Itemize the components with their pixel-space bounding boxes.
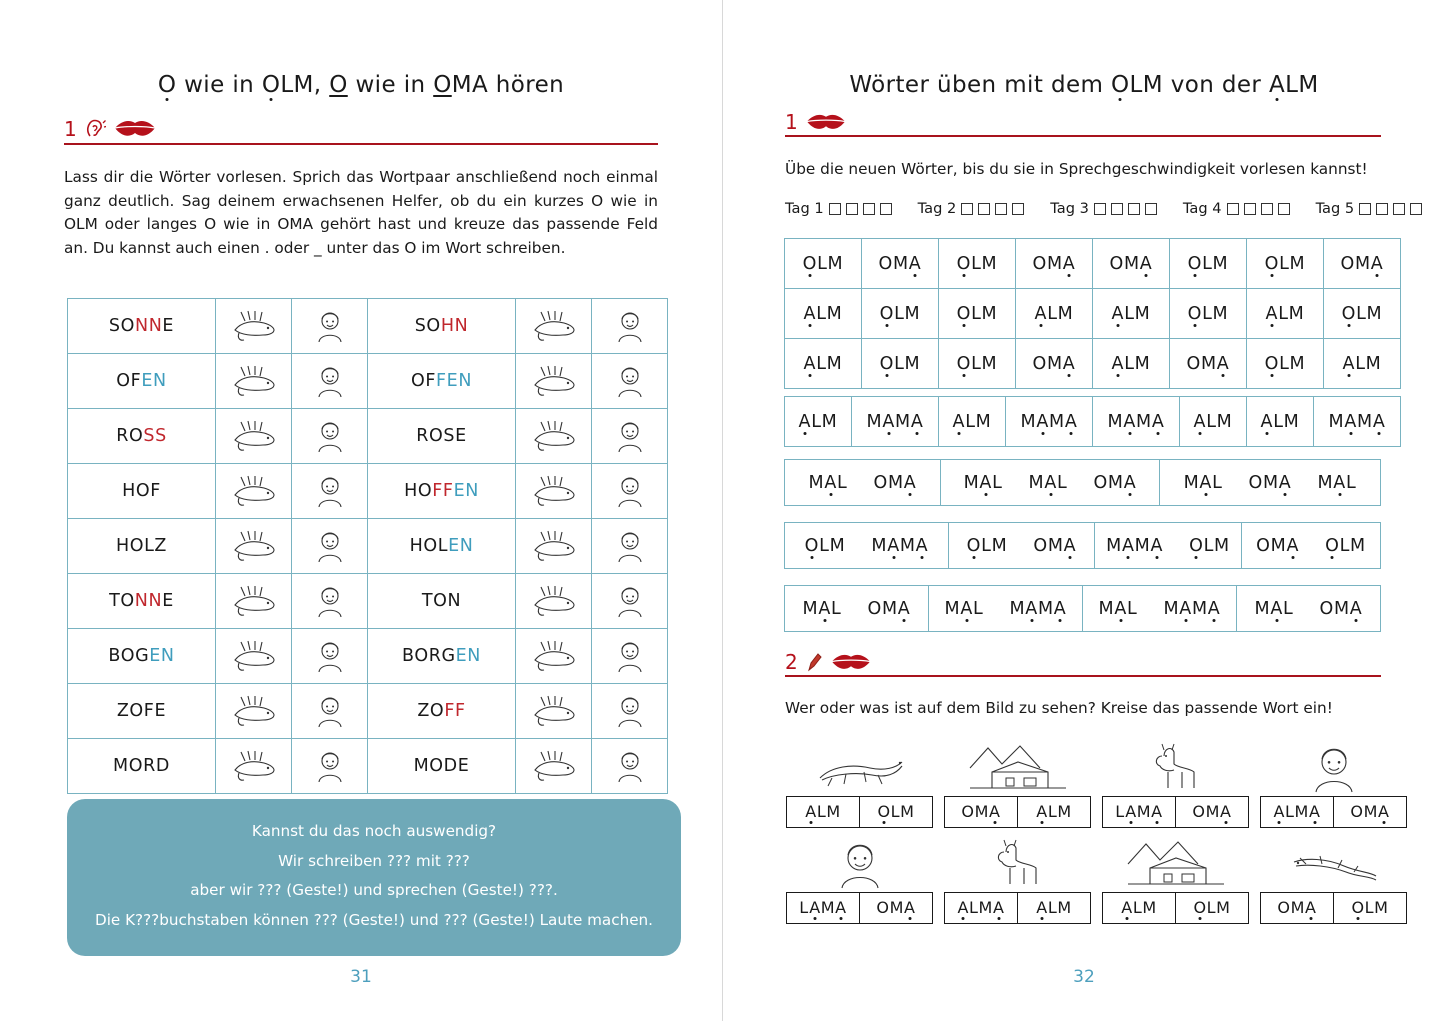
choice-option[interactable]: OMA <box>1350 802 1390 821</box>
word-cell: HOLZ <box>68 519 216 574</box>
day-checkbox[interactable] <box>1012 203 1024 215</box>
table-row <box>785 239 1401 289</box>
day-checkboxes <box>961 203 1024 215</box>
choice-pair <box>1260 796 1407 828</box>
oma-icon-cell[interactable] <box>592 354 668 409</box>
oma-icon-cell[interactable] <box>292 354 368 409</box>
word-cell: MAMA <box>852 397 939 447</box>
word-cell: HOLEN <box>368 519 516 574</box>
word-cell: OLM <box>939 239 1016 289</box>
oma-icon-cell[interactable] <box>592 409 668 464</box>
practice-pairs-row-1 <box>784 459 1381 506</box>
olm-icon-cell[interactable] <box>516 299 592 354</box>
word-group: MAL OMA <box>785 460 941 505</box>
word-cell: ALM <box>785 289 862 339</box>
word-cell: TONNE <box>68 574 216 629</box>
reminder-line: Wir schreiben ??? mit ??? <box>278 851 470 870</box>
choice-option[interactable]: OLM <box>1193 898 1231 917</box>
day-label: Tag 1 <box>785 200 824 217</box>
lama-icon <box>980 834 1056 892</box>
word-cell: OLM <box>939 289 1016 339</box>
table-row <box>68 354 668 409</box>
word-cell: ALM <box>1180 397 1247 447</box>
picture-item <box>1261 738 1406 828</box>
table-row <box>68 739 668 794</box>
choice-pair <box>1260 892 1407 924</box>
word-cell: OLM <box>785 239 862 289</box>
left-instruction-text: Lass dir die Wörter vorlesen. Sprich das Wortpaar anschließend noch einmal ganz deutlich. Sag deinem erwachsenen Helfer, ob du ein kurzes O wie in OLM oder langes O wie in OMA gehört hast und kreuze das passende Feld an. Du kannst auch einen . oder _ unter das O im Wort schreiben. <box>64 168 658 258</box>
word-cell: MODE <box>368 739 516 794</box>
word-cell: ALM <box>785 397 852 447</box>
word-cell: OFEN <box>68 354 216 409</box>
choice-option[interactable]: OMA <box>1192 802 1232 821</box>
right-task1-number: 1 <box>785 110 798 134</box>
word-cell: ROSE <box>368 409 516 464</box>
day-group <box>918 200 1025 217</box>
day-checkbox[interactable] <box>995 203 1007 215</box>
choice-option[interactable]: LAMA <box>1103 797 1176 827</box>
oma-icon-cell[interactable] <box>592 299 668 354</box>
oma-icon <box>1292 738 1376 796</box>
day-checkbox[interactable] <box>1261 203 1273 215</box>
page-number-right: 32 <box>1073 967 1095 987</box>
lama-icon <box>1138 738 1214 796</box>
reminder-line: Die K???buchstaben können ??? (Geste!) und ??? (Geste!) Laute machen. <box>95 910 653 929</box>
right-task1-rule <box>785 135 1381 137</box>
choice-pair <box>944 796 1091 828</box>
word-cell: OMA <box>1170 339 1247 389</box>
choice-option[interactable]: ALMA <box>945 893 1018 923</box>
olm-icon-cell[interactable] <box>516 464 592 519</box>
reminder-line: aber wir ??? (Geste!) und sprechen (Geste!) ???. <box>190 881 558 900</box>
word-cell: OLM <box>1170 239 1247 289</box>
word-cell: OMA <box>1016 239 1093 289</box>
oma-icon-cell[interactable] <box>292 299 368 354</box>
word-cell: ZOFF <box>368 684 516 739</box>
oma-icon-cell[interactable] <box>292 629 368 684</box>
olm-icon-cell[interactable] <box>516 574 592 629</box>
right-task1-header <box>785 112 1381 137</box>
picture-item <box>945 834 1090 924</box>
choice-pair <box>1102 892 1249 924</box>
table-row <box>68 629 668 684</box>
word-cell: ZOFE <box>68 684 216 739</box>
olm-icon-cell[interactable] <box>516 684 592 739</box>
day-checkbox[interactable] <box>1376 203 1388 215</box>
mouth-icon <box>113 119 157 139</box>
word-cell: ALM <box>1093 339 1170 389</box>
word-group: OMA OLM <box>1256 535 1366 556</box>
oma-icon-cell[interactable] <box>292 519 368 574</box>
word-cell: OLM <box>1324 289 1401 339</box>
word-cell: BOGEN <box>68 629 216 684</box>
choice-option[interactable]: OMA <box>1261 893 1334 923</box>
choice-option[interactable]: LAMA <box>787 893 860 923</box>
olm-icon-cell[interactable] <box>216 354 292 409</box>
left-task1-number: 1 <box>64 117 77 141</box>
oma-icon-cell[interactable] <box>292 409 368 464</box>
picture-item <box>1103 834 1248 924</box>
table-row <box>785 397 1401 447</box>
oma-icon-cell[interactable] <box>592 574 668 629</box>
ear-icon <box>84 118 106 140</box>
word-cell: OMA <box>1324 239 1401 289</box>
day-checkbox[interactable] <box>1227 203 1239 215</box>
day-group <box>1050 200 1157 217</box>
day-checkboxes <box>1094 203 1157 215</box>
oma-icon-cell[interactable] <box>592 739 668 794</box>
choice-pair <box>1102 796 1249 828</box>
alm-hut-icon <box>966 738 1070 796</box>
day-checkbox[interactable] <box>1359 203 1371 215</box>
olm-icon-cell[interactable] <box>216 684 292 739</box>
picture-item <box>945 738 1090 828</box>
table-row <box>785 339 1401 389</box>
practice-pairs-row-3 <box>784 585 1381 632</box>
right-task2-text: Wer oder was ist auf dem Bild zu sehen? Kreise das passende Wort ein! <box>785 699 1333 717</box>
choice-option[interactable]: ALM <box>787 797 860 827</box>
word-pair-table-body <box>68 299 668 794</box>
word-cell: ROSS <box>68 409 216 464</box>
right-task2-rule <box>785 675 1381 677</box>
day-label: Tag 4 <box>1182 200 1222 217</box>
oma-icon-cell[interactable] <box>292 739 368 794</box>
day-checkbox[interactable] <box>1278 203 1290 215</box>
olm-icon-cell[interactable] <box>216 574 292 629</box>
table-row <box>68 409 668 464</box>
oma-icon-cell[interactable] <box>592 464 668 519</box>
word-group: MAL OMA <box>785 586 929 631</box>
word-pair-table <box>67 298 668 794</box>
choice-pair <box>944 892 1091 924</box>
olm-icon-cell[interactable] <box>216 629 292 684</box>
day-checkbox[interactable] <box>961 203 973 215</box>
day-checkbox[interactable] <box>846 203 858 215</box>
day-checkbox[interactable] <box>880 203 892 215</box>
oma-icon <box>818 834 902 892</box>
olm-icon-cell[interactable] <box>216 409 292 464</box>
day-checkbox[interactable] <box>829 203 841 215</box>
word-cell: ALM <box>939 397 1006 447</box>
day-checkbox[interactable] <box>1111 203 1123 215</box>
table-row <box>68 464 668 519</box>
alm-hut-icon <box>1124 834 1228 892</box>
oma-icon-cell[interactable] <box>592 519 668 574</box>
word-cell: ALM <box>1016 289 1093 339</box>
picture-item <box>787 834 932 924</box>
right-task2-header <box>785 652 1381 677</box>
word-cell: OMA <box>862 239 939 289</box>
table-row <box>68 684 668 739</box>
word-cell: OLM <box>1170 289 1247 339</box>
picture-item <box>1261 834 1406 924</box>
table-row <box>785 289 1401 339</box>
olm-icon-cell[interactable] <box>516 629 592 684</box>
left-task1-header <box>64 118 658 145</box>
day-label: Tag 2 <box>917 200 957 217</box>
reminder-line: Kannst du das noch auswendig? <box>251 822 497 840</box>
olm-icon-cell[interactable] <box>216 519 292 574</box>
word-cell: BORGEN <box>368 629 516 684</box>
picture-item <box>787 738 932 828</box>
mouth-icon <box>805 113 847 132</box>
word-cell: OMA <box>1016 339 1093 389</box>
left-page-title: O wie in OLM, O wie in OMA hören <box>157 72 565 98</box>
olm-icon-cell[interactable] <box>516 739 592 794</box>
word-group: OLM OMA <box>949 523 1095 568</box>
olm-icon-cell[interactable] <box>216 739 292 794</box>
word-cell: OLM <box>862 289 939 339</box>
word-cell: ALM <box>1324 339 1401 389</box>
word-group: MAMA OLM <box>1095 523 1242 568</box>
word-cell: SOHN <box>368 299 516 354</box>
word-group: MAL OMA <box>1254 598 1363 619</box>
page-right <box>723 0 1445 1021</box>
day-group <box>1316 200 1423 217</box>
choice-option[interactable]: ALM <box>1036 802 1072 821</box>
word-cell: ALM <box>785 339 862 389</box>
day-checkboxes <box>829 203 892 215</box>
choice-pair <box>786 796 933 828</box>
day-group <box>1183 200 1290 217</box>
day-checkbox[interactable] <box>1094 203 1106 215</box>
day-checkboxes <box>1227 203 1290 215</box>
picture-item <box>1103 738 1248 828</box>
choice-option[interactable]: OMA <box>876 898 916 917</box>
memory-reminder-box <box>67 799 681 956</box>
word-group: MAL OMA MAL <box>1183 472 1357 493</box>
word-cell: OFFEN <box>368 354 516 409</box>
day-checkbox[interactable] <box>978 203 990 215</box>
word-group: MAL MAMA <box>1083 586 1237 631</box>
word-cell: TON <box>368 574 516 629</box>
choice-option[interactable]: ALM <box>1036 898 1072 917</box>
word-cell: ALM <box>1247 289 1324 339</box>
day-checkbox[interactable] <box>863 203 875 215</box>
day-group <box>785 200 892 217</box>
day-label: Tag 3 <box>1050 200 1089 217</box>
word-cell: OLM <box>939 339 1016 389</box>
day-label: Tag 5 <box>1315 200 1355 217</box>
day-checkbox[interactable] <box>1244 203 1256 215</box>
oma-icon-cell[interactable] <box>292 464 368 519</box>
day-checkbox[interactable] <box>1410 203 1422 215</box>
picture-choice-grid <box>787 738 1406 924</box>
word-cell: MAMA <box>1093 397 1180 447</box>
practice-grid-mama <box>784 396 1401 447</box>
day-checkbox[interactable] <box>1145 203 1157 215</box>
word-cell: ALM <box>1247 397 1314 447</box>
word-cell: OMA <box>1093 239 1170 289</box>
word-cell: OLM <box>862 339 939 389</box>
word-group: MAL MAL OMA <box>941 460 1160 505</box>
right-task1-text: Übe die neuen Wörter, bis du sie in Sprechgeschwindigkeit vorlesen kannst! <box>785 160 1368 178</box>
choice-pair <box>786 892 933 924</box>
olm-icon-cell[interactable] <box>516 354 592 409</box>
table-row <box>68 299 668 354</box>
word-cell: HOFFEN <box>368 464 516 519</box>
oma-icon-cell[interactable] <box>592 629 668 684</box>
word-cell: MAMA <box>1006 397 1093 447</box>
choice-option[interactable]: ALM <box>1103 893 1176 923</box>
practice-pairs-row-2 <box>784 522 1381 569</box>
page-left <box>0 0 722 1021</box>
word-cell: OLM <box>1247 339 1324 389</box>
pencil-icon <box>805 652 823 672</box>
word-group: OLM MAMA <box>785 523 949 568</box>
right-page-title: Wörter üben mit dem OLM von der ALM <box>849 72 1319 98</box>
olm-icon-cell[interactable] <box>516 409 592 464</box>
word-group: MAL MAMA <box>929 586 1083 631</box>
page-number-left: 31 <box>350 967 372 987</box>
word-cell: MORD <box>68 739 216 794</box>
table-row <box>68 574 668 629</box>
oma-icon-cell[interactable] <box>592 684 668 739</box>
choice-option[interactable]: OMA <box>945 797 1018 827</box>
day-checkboxes <box>1359 203 1422 215</box>
practice-grid-8col <box>784 238 1401 389</box>
choice-option[interactable]: OLM <box>877 802 915 821</box>
day-checkbox[interactable] <box>1393 203 1405 215</box>
word-cell: MAMA <box>1314 397 1401 447</box>
mouth-icon <box>830 653 872 672</box>
word-cell: ALM <box>1093 289 1170 339</box>
oma-icon-cell[interactable] <box>292 574 368 629</box>
olm-icon-cell[interactable] <box>516 519 592 574</box>
oma-icon-cell[interactable] <box>292 684 368 739</box>
word-cell: SONNE <box>68 299 216 354</box>
left-task1-rule <box>64 143 658 145</box>
day-tracker <box>785 200 1422 217</box>
olm-icon <box>812 738 908 796</box>
right-task2-number: 2 <box>785 650 798 674</box>
day-checkbox[interactable] <box>1128 203 1140 215</box>
word-cell: OLM <box>1247 239 1324 289</box>
word-cell: HOF <box>68 464 216 519</box>
choice-option[interactable]: OLM <box>1351 898 1389 917</box>
olm-icon <box>1286 834 1382 892</box>
choice-option[interactable]: ALMA <box>1261 797 1334 827</box>
table-row <box>68 519 668 574</box>
olm-icon-cell[interactable] <box>216 299 292 354</box>
olm-icon-cell[interactable] <box>216 464 292 519</box>
